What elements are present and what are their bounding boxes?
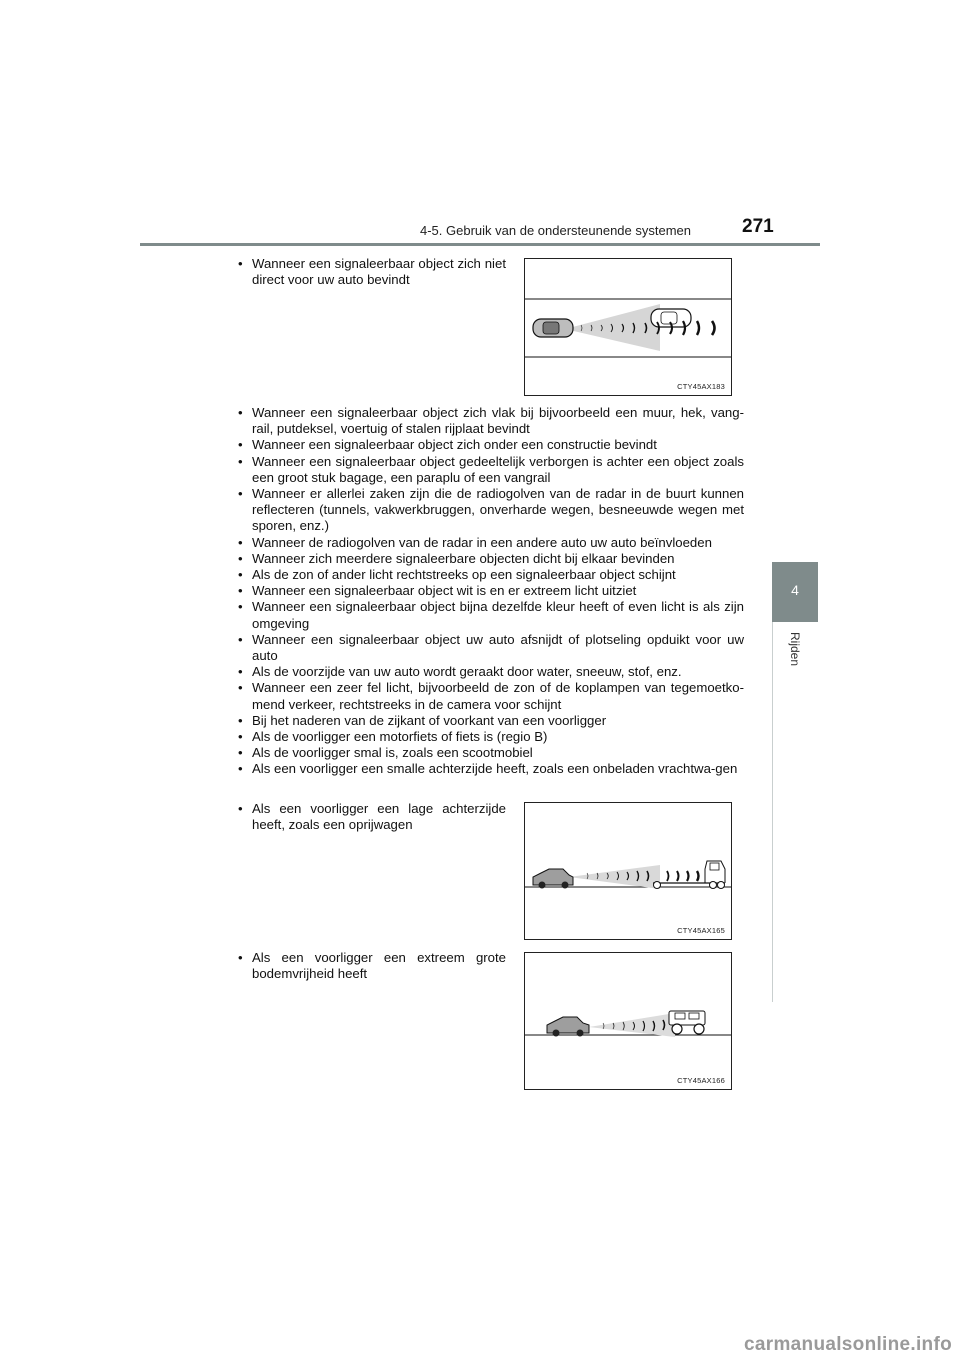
list-item: • Wanneer een signaleerbaar object zich niet direct voor uw auto bevindt bbox=[236, 256, 506, 288]
watermark: carmanualsonline.info bbox=[744, 1334, 952, 1355]
own-car-icon bbox=[547, 1017, 589, 1037]
chapter-tab bbox=[772, 562, 818, 622]
list-item: • Als een voorligger een lage achterzijde heeft, zoals een oprijwagen bbox=[236, 801, 506, 833]
offset-target-illustration bbox=[525, 259, 731, 395]
list-item: • Als de zon of ander licht rechtstreeks op een signaleerbaar object schijnt bbox=[236, 567, 744, 583]
list-item: • Wanneer een zeer fel licht, bijvoorbeeld de zon of de koplampen van tegemoetko-mend verkeer, rechtstreeks in de camera voor schijnt bbox=[236, 680, 744, 712]
page-number: 271 bbox=[742, 216, 774, 237]
list-item: • Als de voorligger een motorfiets of fiets is (regio B) bbox=[236, 729, 744, 745]
ground-clearance-figure bbox=[524, 952, 732, 1090]
radar-beam bbox=[569, 865, 660, 889]
own-car-icon bbox=[533, 869, 573, 889]
list-item: • Wanneer een signaleerbaar object uw auto afsnijdt of plotseling opduikt voor uw auto bbox=[236, 632, 744, 664]
list-item: • Als de voorzijde van uw auto wordt geraakt door water, sneeuw, stof, enz. bbox=[236, 664, 744, 680]
offset-target-figure bbox=[524, 258, 732, 396]
high-clearance-vehicle-icon bbox=[669, 1011, 705, 1034]
list-item: • Wanneer er allerlei zaken zijn die de radiogolven van de radar in de buurt kunnen reflecteren (tunnels, vakwerkbruggen, onverharde wegen, besneeuwde wegen met sporen, enz.) bbox=[236, 486, 744, 535]
list-item: • Wanneer een signaleerbaar object bijna dezelfde kleur heeft of even licht is als zijn omgeving bbox=[236, 599, 744, 631]
list-item: • Wanneer een signaleerbaar object wit is en er extreem licht uitziet bbox=[236, 583, 744, 599]
list-item: • Als een voorligger een smalle achterzijde heeft, zoals een onbeladen vrachtwa-gen bbox=[236, 761, 744, 777]
list-item: • Wanneer een signaleerbaar object gedeeltelijk verborgen is achter een object zoals een groot stuk bagage, een paraplu of een vangrail bbox=[236, 454, 744, 486]
low-rear-figure bbox=[524, 802, 732, 940]
low-rear-item-list bbox=[236, 801, 506, 833]
conditions-list bbox=[236, 405, 744, 778]
chapter-label-wrap bbox=[780, 632, 810, 692]
list-item: • Wanneer zich meerdere signaleerbare objecten dicht bij elkaar bevinden bbox=[236, 551, 744, 567]
figure-code: CTY45AX166 bbox=[677, 1076, 725, 1085]
figure-code: CTY45AX183 bbox=[677, 382, 725, 391]
ground-clearance-illustration bbox=[525, 953, 731, 1089]
ground-clearance-item-list bbox=[236, 950, 506, 982]
low-rear-illustration bbox=[525, 803, 731, 939]
radar-beam bbox=[589, 1013, 675, 1037]
header-divider bbox=[140, 243, 820, 246]
list-item: • Wanneer een signaleerbaar object zich vlak bij bijvoorbeeld een muur, hek, vang-rail, putdeksel, voertuig of stalen rijplaat bevindt bbox=[236, 405, 744, 437]
own-car-icon bbox=[533, 319, 573, 337]
top-item-list bbox=[236, 256, 506, 288]
list-item: • Wanneer een signaleerbaar object zich onder een constructie bevindt bbox=[236, 437, 744, 453]
chapter-label: Rijden bbox=[788, 632, 802, 667]
list-item: • Als een voorligger een extreem grote bodemvrijheid heeft bbox=[236, 950, 506, 982]
list-item: • Als de voorligger smal is, zoals een scootmobiel bbox=[236, 745, 744, 761]
chapter-number: 4 bbox=[791, 582, 799, 598]
list-item: • Wanneer de radiogolven van de radar in een andere auto uw auto beïnvloeden bbox=[236, 535, 744, 551]
figure-code: CTY45AX165 bbox=[677, 926, 725, 935]
list-item: • Bij het naderen van de zijkant of voorkant van een voorligger bbox=[236, 713, 744, 729]
section-title: 4-5. Gebruik van de ondersteunende systemen bbox=[420, 223, 692, 238]
